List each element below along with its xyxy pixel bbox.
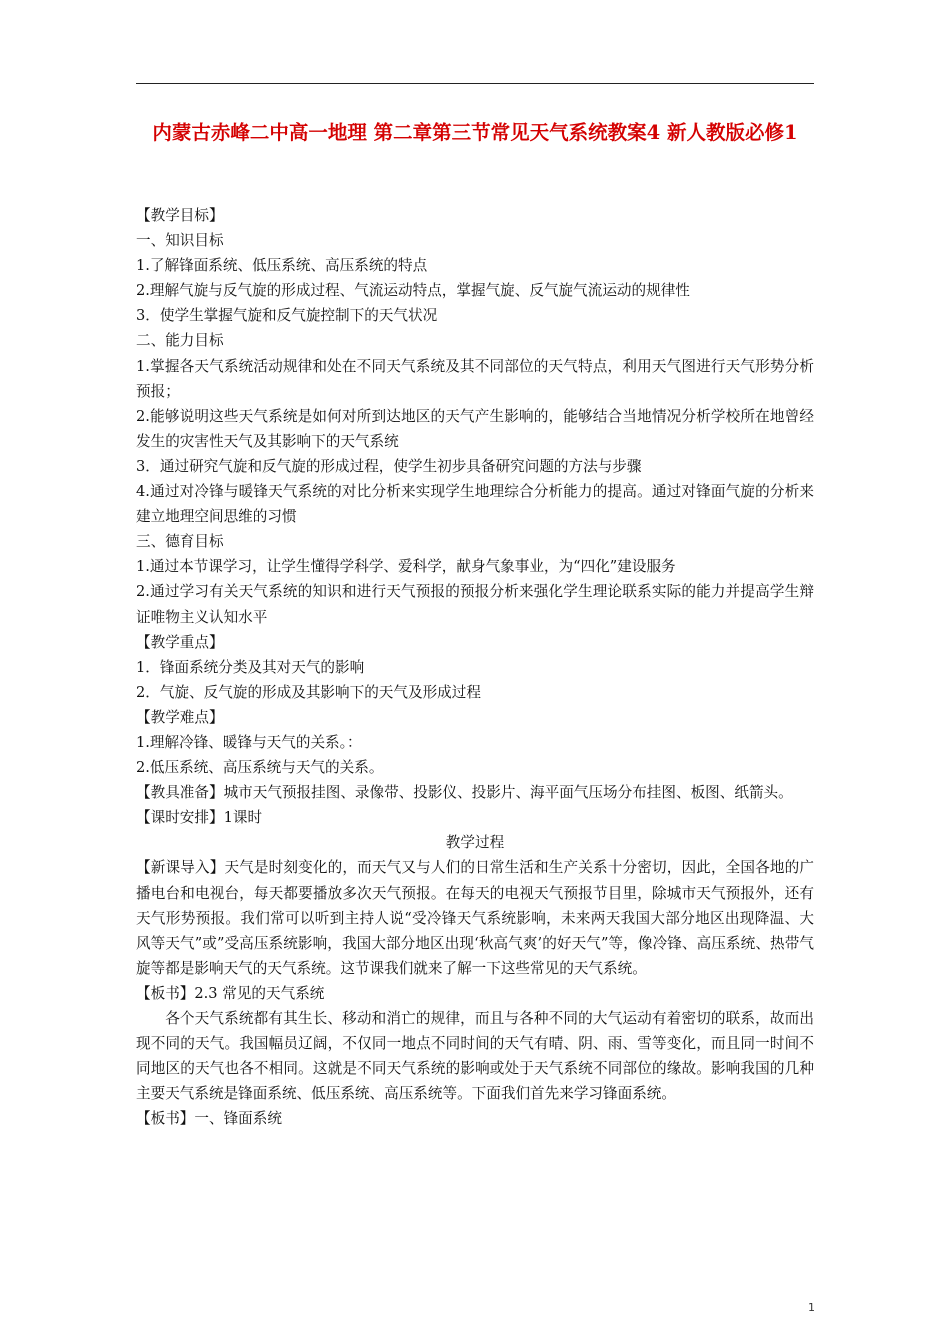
section-heading-teaching-process: 教学过程 bbox=[445, 834, 505, 852]
list-item: 2.能够说明这些天气系统是如何对所到达地区的天气产生影响的，能够结合当地情况分析学校所在地曾经发生的灾害性天气及其影响下的天气系统 bbox=[136, 407, 814, 450]
list-item: 1.了解锋面系统、低压系统、高压系统的特点 bbox=[136, 257, 428, 275]
list-item: 1.掌握各天气系统活动规律和处在不同天气系统及其不同部位的天气特点，利用天气图进行天气形势分析预报； bbox=[136, 357, 814, 400]
schedule-line: 【课时安排】1课时 bbox=[136, 809, 263, 827]
subheading-ability-goals: 二、能力目标 bbox=[136, 332, 224, 350]
list-item: 3．通过研究气旋和反气旋的形成过程，使学生初步具备研究问题的方法与步骤 bbox=[136, 457, 642, 475]
list-item: 2.通过学习有关天气系统的知识和进行天气预报的预报分析来强化学生理论联系实际的能力并提高学生辩证唯物主义认知水平 bbox=[136, 583, 814, 626]
list-item: 2.低压系统、高压系统与天气的关系。 bbox=[136, 759, 384, 777]
page-number: 1 bbox=[808, 1301, 815, 1314]
list-item: 2．气旋、反气旋的形成及其影响下的天气及形成过程 bbox=[136, 683, 481, 701]
document-body bbox=[136, 203, 814, 1131]
heading-difficulties: 【教学难点】 bbox=[136, 708, 224, 726]
heading-teaching-goals: 【教学目标】 bbox=[136, 207, 224, 224]
list-item: 1．锋面系统分类及其对天气的影响 bbox=[136, 658, 365, 676]
list-item: 3．使学生掌握气旋和反气旋控制下的天气状况 bbox=[136, 307, 438, 325]
teaching-aids-paragraph: 【教具准备】城市天气预报挂图、录像带、投影仪、投影片、海平面气压场分布挂图、板图、纸箭头。 bbox=[136, 784, 793, 802]
body-paragraph: 各个天气系统都有其生长、移动和消亡的规律，而且与各种不同的大气运动有着密切的联系，故而出现不同的天气。我国幅员辽阔，不仅同一地点不同时间的天气有晴、阴、雨、雪等变化，而且同一时间不同地区的天气也各不相同。这就是不同天气系统的影响或处于天气系统不同部位的缘故。影响我国的几种主要天气系统是锋面系统、低压系统、高压系统等。下面我们首先来学习锋面系统。 bbox=[136, 1010, 814, 1103]
subheading-moral-goals: 三、德育目标 bbox=[136, 533, 224, 551]
board-note: 【板书】2.3 常见的天气系统 bbox=[136, 984, 325, 1002]
list-item: 4.通过对冷锋与暖锋天气系统的对比分析来实现学生地理综合分析能力的提高。通过对锋面气旋的分析来建立地理空间思维的习惯 bbox=[136, 483, 814, 526]
header-rule bbox=[136, 83, 814, 84]
document-title: 内蒙古赤峰二中高一地理 第二章第三节常见天气系统教案4 新人教版必修1 bbox=[152, 121, 798, 144]
board-note: 【板书】一、锋面系统 bbox=[136, 1110, 282, 1128]
list-item: 1.通过本节课学习，让学生懂得学科学、爱科学，献身气象事业，为“四化”建设服务 bbox=[136, 558, 676, 576]
list-item: 1.理解冷锋、暖锋与天气的关系。： bbox=[136, 733, 362, 751]
heading-key-points: 【教学重点】 bbox=[136, 633, 224, 651]
lesson-intro-paragraph: 【新课导入】天气是时刻变化的，而天气又与人们的日常生活和生产关系十分密切，因此，全国各地的广播电台和电视台，每天都要播放多次天气预报。在每天的电视天气预报节目里，除城市天气预报外，还有天气形势预报。我们常可以听到主持人说“受冷锋天气系统影响，未来两天我国大部分地区出现降温、大风等天气”或”受高压系统影响，我国大部分地区出现‘秋高气爽’的好天气”等，像冷锋、高压系统、热带气旋等都是影响天气的天气系统。这节课我们就来了解一下这些常见的天气系统。 bbox=[136, 859, 814, 977]
subheading-knowledge-goals: 一、知识目标 bbox=[136, 232, 224, 250]
list-item: 2.理解气旋与反气旋的形成过程、气流运动特点，掌握气旋、反气旋气流运动的规律性 bbox=[136, 282, 690, 300]
